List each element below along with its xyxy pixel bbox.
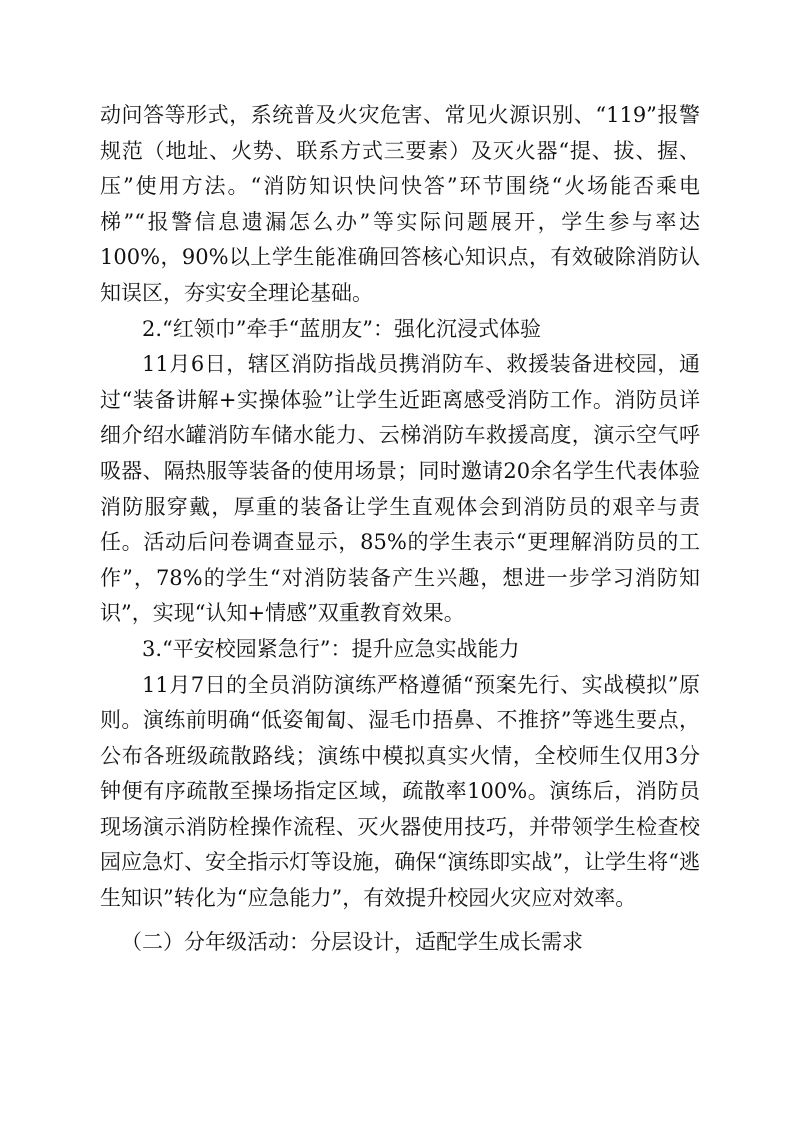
paragraph-continuation: 动问答等形式，系统普及火灾危害、常见火源识别、“119”报警规范（地址、火势、联系方式三要素）及灭火器“提、拔、握、压”使用方法。“消防知识快问快答”环节围绕“火场能否乘电梯”“报警信息遗漏怎么办”等实际问题展开，学生参与率达100%，90%以上学生能准确回答核心知识点，有效破除消防认知误区，夯实安全理论基础。 <box>100 103 700 305</box>
paragraph-section-3: 11月7日的全员消防演练严格遵循“预案先行、实战模拟”原则。演练前明确“低姿匍匐、湿毛巾捂鼻、不推挤”等逃生要点，公布各班级疏散路线；演练中模拟真实火情，全校师生仅用3分钟便有序疏散至操场指定区域，疏散率100%。演练后，消防员现场演示消防栓操作流程、灭火器使用技巧，并带领学生检查校园应急灯、安全指示灯等设施，确保“演练即实战”，让学生将“逃生知识”转化为“应急能力”，有效提升校园火灾应对效率。 <box>100 672 700 911</box>
document-body <box>100 98 700 960</box>
subsection-heading: （二）分年级活动：分层设计，适配学生成长需求 <box>121 929 583 954</box>
paragraph-section-2: 11月6日，辖区消防指战员携消防车、救援装备进校园，通过“装备讲解+实操体验”让学生近距离感受消防工作。消防员详细介绍水罐消防车储水能力、云梯消防车救援高度，演示空气呼吸器、隔热服等装备的使用场景；同时邀请20余名学生代表体验消防服穿戴，厚重的装备让学生直观体会到消防员的艰辛与责任。活动后问卷调查显示，85%的学生表示“更理解消防员的工作”，78%的学生“对消防装备产生兴趣，想进一步学习消防知识”，实现“认知+情感”双重教育效果。 <box>100 352 700 626</box>
section-heading-2: 2.“红领巾”牵手“蓝朋友”：强化沉浸式体验 <box>142 316 541 341</box>
section-heading-3: 3.“平安校园紧急行”：提升应急实战能力 <box>142 636 520 661</box>
